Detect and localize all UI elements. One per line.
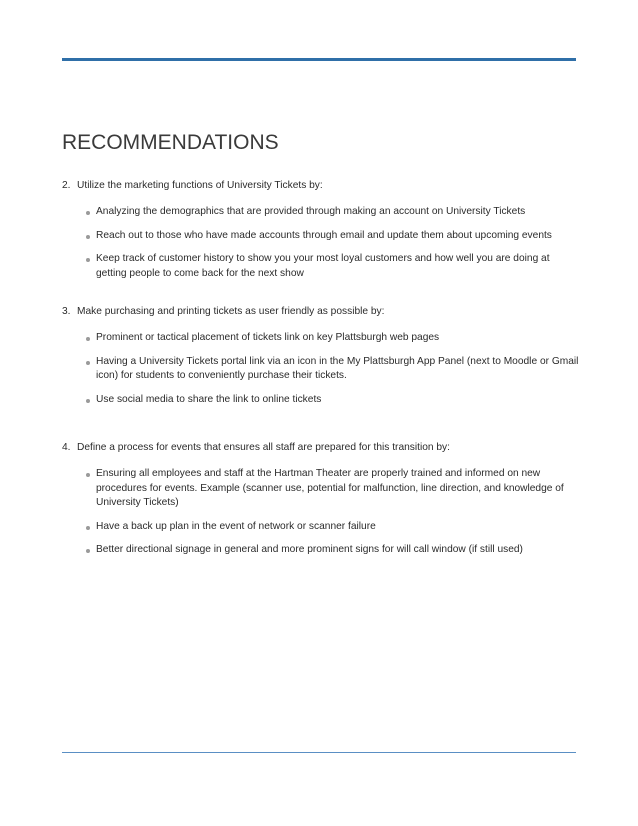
list-item <box>86 467 582 511</box>
list-item <box>86 520 582 535</box>
page-title: RECOMMENDATIONS <box>62 131 279 154</box>
bullet-icon <box>86 526 90 530</box>
bullet-icon <box>86 235 90 239</box>
list-item-text: Better directional signage in general and more prominent signs for will call window (if still used) <box>96 544 523 555</box>
section-heading <box>62 305 582 319</box>
bullet-icon <box>86 473 90 477</box>
list-item-text: Have a back up plan in the event of network or scanner failure <box>96 520 376 532</box>
list-item <box>86 543 582 558</box>
bullet-icon <box>86 549 90 553</box>
list-item <box>86 252 582 281</box>
bullet-icon <box>86 399 90 403</box>
list-item-text: Having a University Tickets portal link via an icon in the My Plattsburgh App Panel (next to Moodle or Gmail icon) for students to conveniently purchase their tickets. <box>96 355 579 381</box>
list-item <box>86 393 582 408</box>
bottom-divider <box>62 752 576 753</box>
list-item <box>86 229 582 244</box>
section-number: 3. <box>62 306 71 317</box>
section-heading <box>62 441 582 455</box>
list-item-text: Use social media to share the link to online tickets <box>96 393 322 405</box>
bullet-list <box>62 205 582 281</box>
section-number: 2. <box>62 180 71 191</box>
recommendation-section-4 <box>62 441 582 558</box>
recommendations-list <box>62 179 582 567</box>
section-heading-text: Define a process for events that ensures all staff are prepared for this transition by: <box>77 442 450 453</box>
bullet-icon <box>86 258 90 262</box>
top-divider <box>62 58 576 61</box>
list-item-text: Analyzing the demographics that are provided through making an account on University Tickets <box>96 206 526 217</box>
list-item-text: Reach out to those who have made accounts through email and update them about upcoming events <box>96 229 552 241</box>
list-item-text: Prominent or tactical placement of tickets link on key Plattsburgh web pages <box>96 332 440 343</box>
bullet-list <box>62 331 582 407</box>
list-item-text: Keep track of customer history to show you your most loyal customers and how well you are doing at getting people to come back for the next show <box>96 253 550 279</box>
section-heading <box>62 179 582 193</box>
recommendation-section-2 <box>62 179 582 305</box>
bullet-icon <box>86 337 90 341</box>
list-item <box>86 331 582 346</box>
list-item <box>86 205 582 220</box>
section-heading-text: Make purchasing and printing tickets as user friendly as possible by: <box>77 306 385 317</box>
bullet-list <box>62 467 582 558</box>
list-item-text: Ensuring all employees and staff at the Hartman Theater are properly trained and informed on new procedures for events. Example (scanner use, potential for malfunction, line direction, and knowledge of University Tickets) <box>96 468 564 508</box>
bullet-icon <box>86 211 90 215</box>
section-number: 4. <box>62 442 71 453</box>
bullet-icon <box>86 361 90 365</box>
list-item <box>86 355 582 384</box>
section-heading-text: Utilize the marketing functions of University Tickets by: <box>77 180 323 191</box>
recommendation-section-3 <box>62 305 582 441</box>
